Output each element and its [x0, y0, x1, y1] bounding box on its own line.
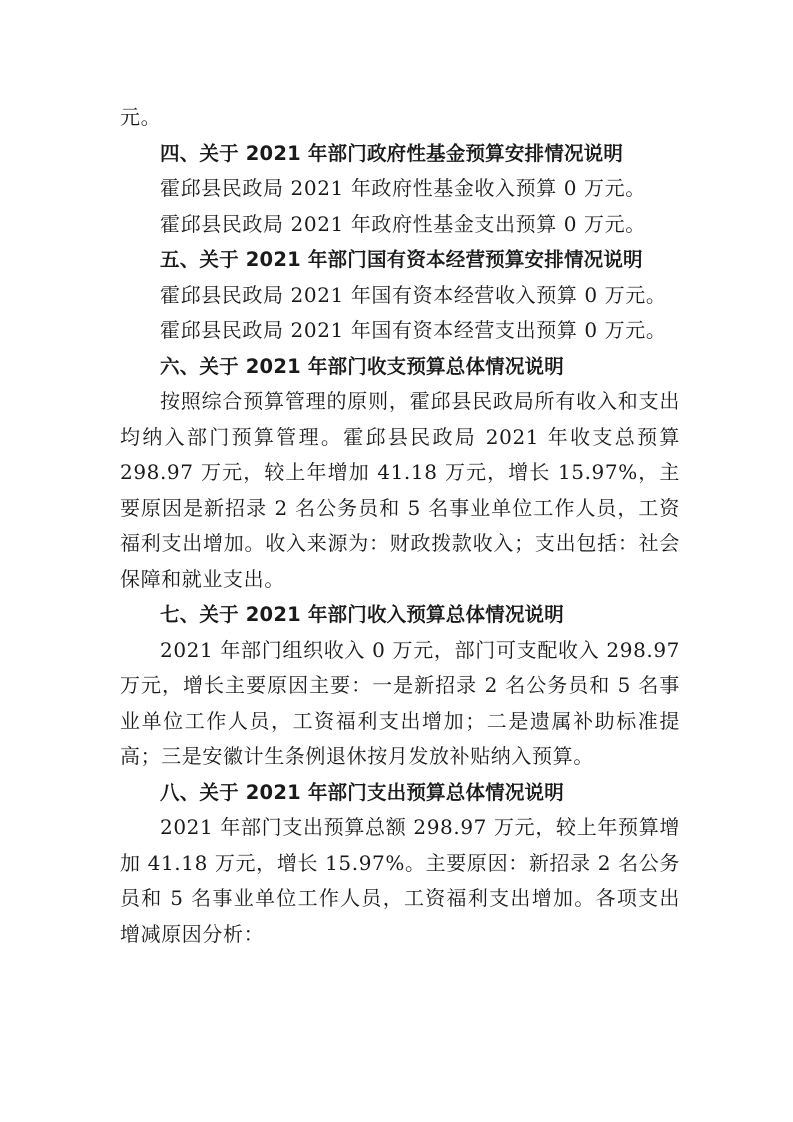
section-4-heading: 四、关于 2021 年部门政府性基金预算安排情况说明 — [160, 141, 624, 165]
section-8-body: 2021 年部门支出预算总额 298.97 万元，较上年预算增加 41.18 万元，增长 15.97%。主要原因：新招录 2 名公务员和 5 名事业单位工作人员，工资福利支出增加。各项支出增减原因分析： — [120, 815, 680, 946]
section-5-line-income: 霍邱县民政局 2021 年国有资本经营收入预算 0 万元。 — [160, 282, 667, 307]
section-4-line-income: 霍邱县民政局 2021 年政府性基金收入预算 0 万元。 — [160, 176, 646, 200]
section-5-line-expense: 霍邱县民政局 2021 年国有资本经营支出预算 0 万元。 — [160, 318, 667, 342]
paragraph-intro-tail: 元。 — [120, 105, 162, 129]
section-7-body: 2021 年部门组织收入 0 万元，部门可支配收入 298.97 万元，增长主要原因主要：一是新招录 2 名公务员和 5 名事业单位工作人员，工资福利支出增加；二是遗属补助标准提高；三是安徽计生条例退休按月发放补贴纳入预算。 — [120, 637, 680, 768]
section-6-heading: 六、关于 2021 年部门收支预算总体情况说明 — [160, 354, 564, 378]
section-8-heading: 八、关于 2021 年部门支出预算总体情况说明 — [160, 780, 564, 804]
section-6-body: 按照综合预算管理的原则，霍邱县民政局所有收入和支出均纳入部门预算管理。霍邱县民政局 2021 年收支总预算 298.97 万元，较上年增加 41.18 万元，增长 15.97%，主要原因是新招录 2 名公务员和 5 名事业单位工作人员，工资福利支出增加。收入来源为：财政拨款收入；支出包括：社会保障和就业支出。 — [120, 389, 680, 591]
document-body — [120, 100, 680, 952]
section-5-heading: 五、关于 2021 年部门国有资本经营预算安排情况说明 — [160, 248, 643, 271]
section-7-heading: 七、关于 2021 年部门收入预算总体情况说明 — [160, 603, 564, 626]
section-4-line-expense: 霍邱县民政局 2021 年政府性基金支出预算 0 万元。 — [160, 211, 646, 236]
